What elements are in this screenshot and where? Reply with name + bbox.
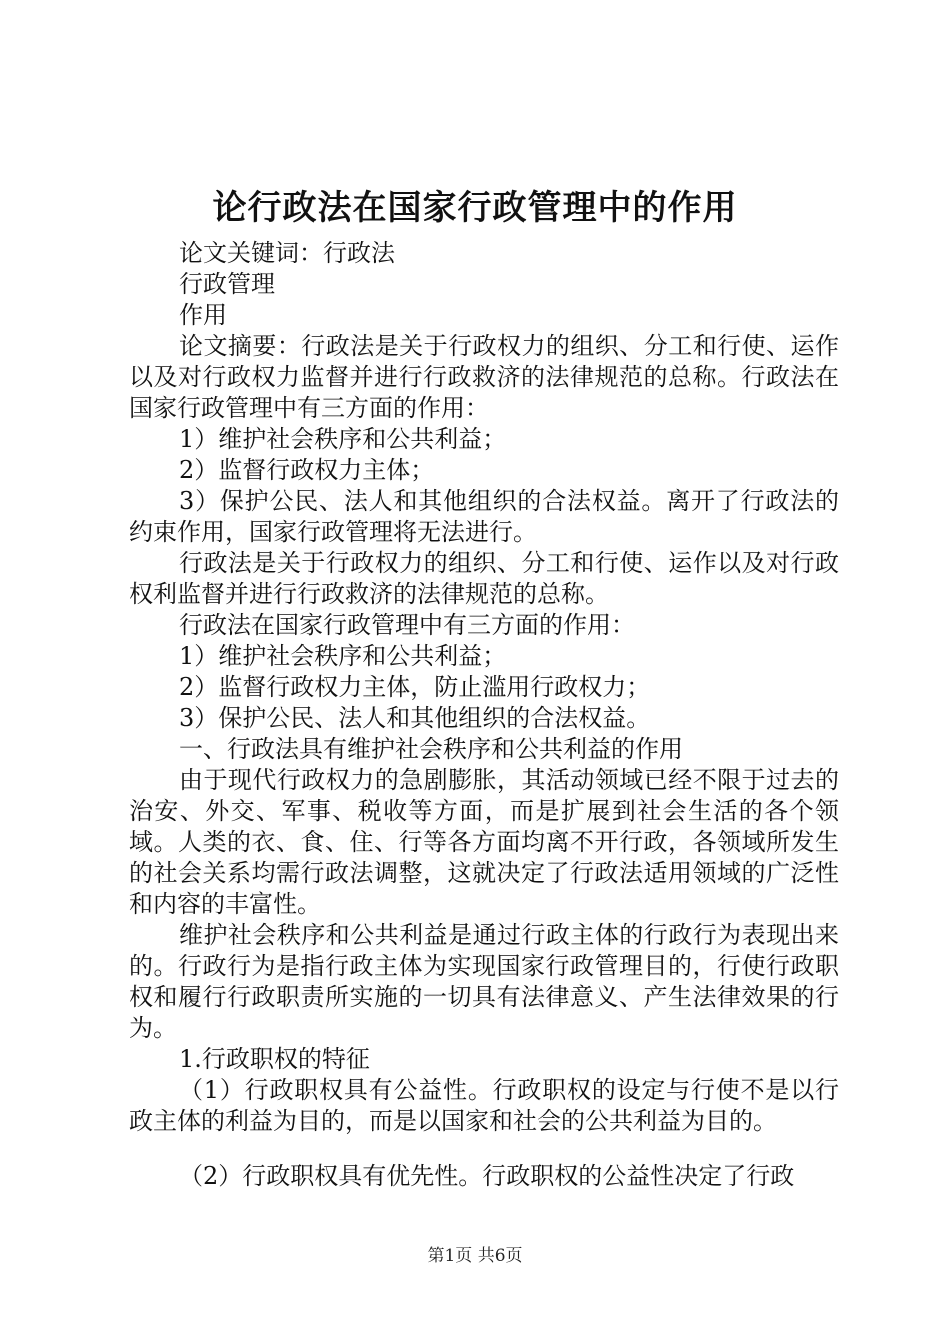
list-item: 3）保护公民、法人和其他组织的合法权益。离开了行政法的约束作用，国家行政管理将无法进行。	[129, 487, 839, 546]
body-paragraph: 由于现代行政权力的急剧膨胀，其活动领域已经不限于过去的治安、外交、军事、税收等方面，而是扩展到社会生活的各个领域。人类的衣、食、住、行等各方面均离不开行政，各领域所发生的社会关系均需行政法调整，这就决定了行政法适用领域的广泛性和内容的丰富性。	[129, 766, 839, 918]
list-item: 3）保护公民、法人和其他组织的合法权益。	[179, 704, 651, 732]
body-paragraph: 行政法在国家行政管理中有三方面的作用：	[179, 611, 635, 639]
list-item: 2）监督行政权力主体，防止滥用行政权力；	[179, 673, 651, 701]
list-item: 2）监督行政权力主体；	[179, 456, 435, 484]
body-paragraph: （2）行政职权具有优先性。行政职权的公益性决定了行政	[179, 1162, 795, 1190]
section-heading: 一、行政法具有维护社会秩序和公共利益的作用	[179, 735, 683, 763]
list-item: 1）维护社会秩序和公共利益；	[179, 425, 507, 453]
document-body	[129, 238, 839, 1192]
document-title: 论行政法在国家行政管理中的作用	[212, 188, 738, 228]
subsection-heading: 1.行政职权的特征	[179, 1045, 370, 1073]
list-item: 1）维护社会秩序和公共利益；	[179, 642, 507, 670]
keyword-line: 行政管理	[179, 270, 275, 298]
page-footer: 第1页 共6页	[427, 1246, 523, 1266]
body-paragraph: 维护社会秩序和公共利益是通过行政主体的行政行为表现出来的。行政行为是指行政主体为实现国家行政管理目的，行使行政职权和履行行政职责所实施的一切具有法律意义、产生法律效果的行为。	[129, 921, 839, 1042]
abstract-paragraph: 论文摘要：行政法是关于行政权力的组织、分工和行使、运作以及对行政权力监督并进行行政救济的法律规范的总称。行政法在国家行政管理中有三方面的作用：	[129, 332, 839, 422]
body-paragraph: 行政法是关于行政权力的组织、分工和行使、运作以及对行政权利监督并进行行政救济的法律规范的总称。	[129, 549, 839, 608]
body-paragraph: （1）行政职权具有公益性。行政职权的设定与行使不是以行政主体的利益为目的，而是以国家和社会的公共利益为目的。	[129, 1076, 839, 1135]
keyword-line: 作用	[179, 301, 227, 329]
keywords-label-line: 论文关键词：行政法	[179, 239, 395, 267]
